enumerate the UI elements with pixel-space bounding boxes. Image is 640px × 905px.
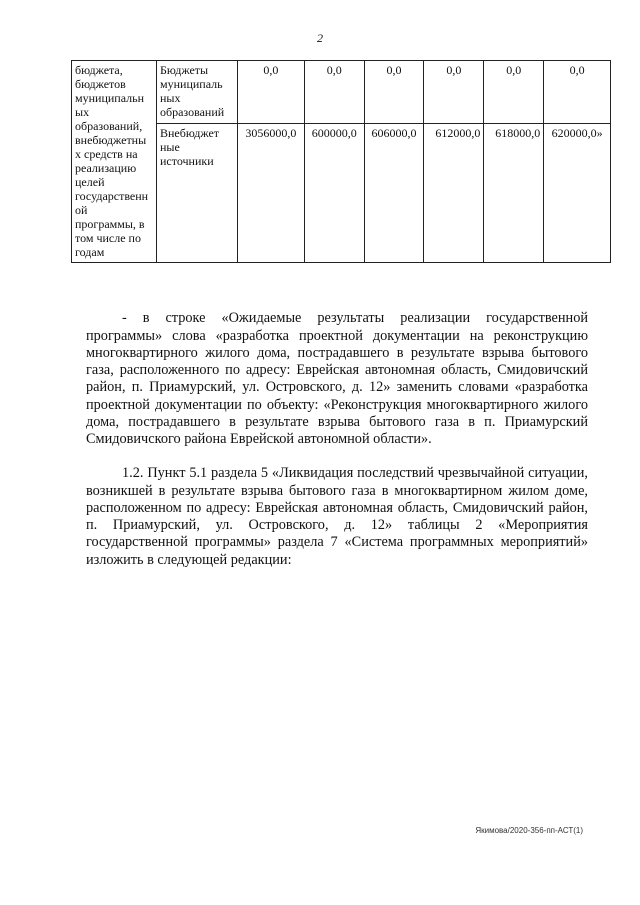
- value-cell: 0,0: [424, 61, 484, 124]
- value-cell: 600000,0: [304, 124, 364, 263]
- value-cell: 612000,0: [424, 124, 484, 263]
- value-cell: 0,0: [238, 61, 305, 124]
- table-row: [72, 61, 611, 124]
- value-cell: 3056000,0: [238, 124, 305, 263]
- value-cell: 618000,0: [484, 124, 544, 263]
- value-cell: 0,0: [544, 61, 611, 124]
- value-cell: 620000,0»: [544, 124, 611, 263]
- funding-source-cell: Внебюджет ные источники: [157, 124, 238, 263]
- document-reference: Якимова/2020-356-пп-АСТ(1): [475, 826, 583, 835]
- body-paragraph: - в строке «Ожидаемые результаты реализации государственной программы» слова «разработка проектной документации на реконструкцию многоквартирного жилого дома, пострадавшего в результате взрыва бытового газа, расположенного по адресу: Еврейская автономная область, Смидовичский район, п. Приамурский, ул. Островского, д. 12» заменить словами «разработка проектной документации по объекту: «Реконструкция многоквартирного жилого дома, пострадавшего в результате взрыва бытового газа в п. Приамурский Смидовичского района Еврейской автономной области».: [86, 310, 588, 448]
- value-cell: 0,0: [484, 61, 544, 124]
- table-row-label: бюджета, бюджетов муниципальн ых образований, внебюджетны х средств на реализацию целей государственн ой программы, в том числе по годам: [72, 61, 157, 263]
- budget-table: [71, 60, 611, 263]
- value-cell: 0,0: [304, 61, 364, 124]
- funding-source-cell: Бюджеты муниципаль ных образований: [157, 61, 238, 124]
- value-cell: 0,0: [364, 61, 424, 124]
- body-paragraph: 1.2. Пункт 5.1 раздела 5 «Ликвидация последствий чрезвычайной ситуации, возникшей в результате взрыва бытового газа в многоквартирном жилом доме, расположенном по адресу: Еврейская автономная область, Смидовичский район, п. Приамурский, ул. Островского, д. 12» таблицы 2 «Мероприятия государственной программы» раздела 7 «Система программных мероприятий» изложить в следующей редакции:: [86, 465, 588, 568]
- page-number: 2: [317, 31, 323, 45]
- value-cell: 606000,0: [364, 124, 424, 263]
